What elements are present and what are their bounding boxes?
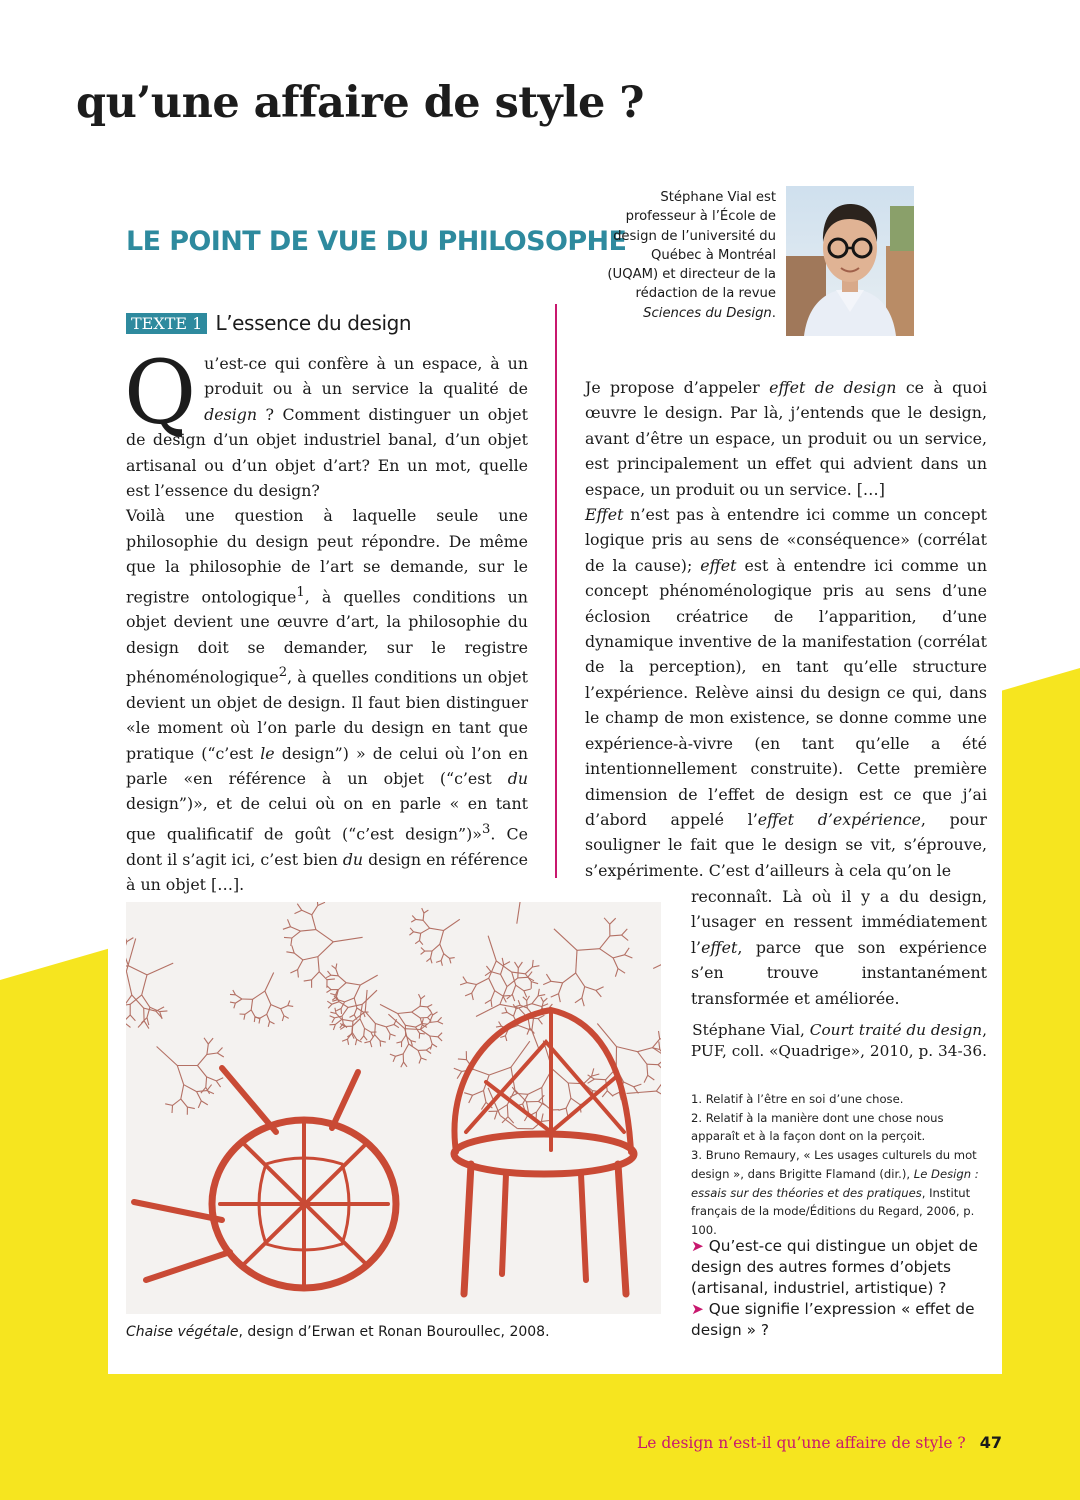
caption-artwork-title: Chaise végétale — [126, 1324, 239, 1340]
branch-stroke — [420, 999, 421, 1006]
paragraph-4: Effet n’est pas à entendre ici comme un concept logique pris au sens de «conséquence» (corrélat de la cause); effet est à entendre ici comme un concept phénoménologique pris au sens d’une éclosion créatrice de l’apparition, d’une dynamique inventive de la manifestation (corrélat de la perception), en tant qu’elle structure l’expérience. Relève ainsi du design ce qui, dans le champ de mon existence, se donne comme une expérience-à-vivre (en tant qu’elle a été intentionnellement construite). Cette première dimension de l’effet de design est ce que j’ai d’abord appelé l’effet d’expérience, pour souligner le fait que le design se vit, s’éprouve, s’expérimente. C’est d’ailleurs à cela qu’on le — [585, 505, 988, 880]
page-footer — [600, 1433, 1002, 1452]
question-2: ➤ Que signifie l’expression « effet de design » ? — [691, 1300, 975, 1339]
texte-badge: TEXTE 1 — [126, 313, 207, 334]
branch-stroke — [647, 1064, 658, 1065]
footnote-ref-1: 1 — [296, 584, 305, 600]
branch-stroke — [420, 1006, 427, 1007]
page-title: qu’une affaire de style ? — [76, 78, 644, 128]
branch-stroke — [503, 996, 510, 997]
right-text-continuation — [691, 884, 987, 1011]
branch-stroke — [352, 1026, 353, 1034]
arrow-right-icon: ➤ — [691, 1300, 704, 1318]
question-1: ➤ Qu’est-ce qui distingue un objet de design des autres formes d’objets (artisanal, industriel, artistique) ? — [691, 1237, 978, 1297]
paragraph-1: Qu’est-ce qui confère à un espace, à un produit ou à un service la qualité de design ? Comment distinguer un objet de design d’un objet industriel banal, d’un objet artisanal ou d’un objet d’art? En un mot, quelle est l’essence du design? — [124, 341, 528, 501]
author-portrait — [786, 186, 914, 336]
study-questions — [691, 1236, 991, 1341]
branch-stroke — [172, 1105, 173, 1113]
branch-stroke — [284, 937, 292, 938]
footnote-1: 1. Relatif à l’être en soi d’une chose. — [691, 1092, 904, 1106]
branch-stroke — [518, 977, 528, 978]
branch-stroke — [375, 1024, 376, 1035]
left-text-column — [124, 341, 528, 897]
texte-title: L’essence du design — [215, 311, 412, 335]
branch-stroke — [254, 1017, 255, 1022]
text-heading — [126, 311, 411, 335]
paragraph-2: Voilà une question à laquelle seule une philosophie du design peut répondre. De même que la philosophie de l’art se demande, sur le registre ontologique$^1$, à quelles conditions un objet devient une œuvre d’art, la philosophie du design doit se demander, sur le registre phénoménologique$^2$, à quelles conditions un objet devient un objet de design. Il faut bien distinguer «le moment où l’on parle du design en tant que pratique (“c’est le design”) » de celui où l’on en parle «en référence à un objet (“c’est du design”)», et de celui où on en parle « en tant que qualificatif de goût (“c’est design”)»$^3$. Ce dont il s’agit ici, c’est bien du design en référence à un objet […]. — [126, 506, 528, 894]
caption-credit: , design d’Erwan et Ronan Bouroullec, 2008. — [238, 1324, 550, 1340]
branch-stroke — [518, 968, 519, 978]
paragraph-3: Je propose d’appeler effet de design ce à quoi œuvre le design. Par là, j’entends que le design, avant d’être un espace, un produit ou un service, est principalement un effet qui advient dans un espace, un produit ou un service. […] — [585, 378, 988, 499]
paragraph-4-continued: reconnaît. Là où il y a du design, l’usager en ressent immédiatement l’effet, parce que son expérience s’en trouve instantanément transformée et améliorée. — [691, 887, 987, 1008]
branch-stroke — [160, 1011, 168, 1012]
branch-stroke — [420, 1033, 425, 1034]
column-divider — [555, 304, 557, 878]
branch-stroke — [507, 1105, 508, 1117]
footnote-3: 3. Bruno Remaury, « Les usages culturels du mot design », dans Brigitte Flamand (dir.), Le Design : essais sur des théories et des pratiques, Institut français de la mode/Éditions du Regard, 2006, p. 100. — [691, 1148, 979, 1237]
branch-stroke — [527, 1001, 528, 1009]
branch-stroke — [422, 1024, 427, 1025]
footnote-ref-2: 2 — [278, 665, 288, 681]
arrow-right-icon: ➤ — [691, 1237, 704, 1255]
branch-stroke — [594, 1079, 605, 1080]
section-title: LE POINT DE VUE DU PHILOSOPHE — [126, 226, 627, 257]
author-bio-text: Stéphane Vial est professeur à l’École de design de l’université du Québec à Montréal (UQAM) et directeur de la rédaction de la revue — [607, 190, 776, 302]
running-title: Le design n’est-il qu’une affaire de style ? — [636, 1434, 966, 1452]
branch-stroke — [450, 958, 455, 959]
footnote-ref-3: 3 — [481, 821, 491, 837]
branch-stroke — [380, 1041, 381, 1047]
photo-caption — [126, 1324, 666, 1340]
chair-photo — [126, 902, 661, 1314]
branch-stroke — [331, 975, 338, 976]
drop-cap: Q — [124, 341, 197, 444]
footnote-2: 2. Relatif à la manière dont une chose nous apparaît et à la façon dont on la perçoit. — [691, 1110, 944, 1144]
citation-work-title: Court traité du design — [809, 1021, 983, 1039]
author-bio-journal: Sciences du Design — [643, 305, 772, 321]
source-citation: Stéphane Vial, Court traité du design, PUF, coll. «Quadrige», 2010, p. 34-36. — [690, 1021, 987, 1060]
footnotes — [691, 1090, 987, 1240]
author-bio-end: . — [771, 305, 776, 321]
right-text-column — [585, 375, 987, 883]
page-number: 47 — [979, 1433, 1002, 1452]
author-bio — [600, 188, 776, 323]
